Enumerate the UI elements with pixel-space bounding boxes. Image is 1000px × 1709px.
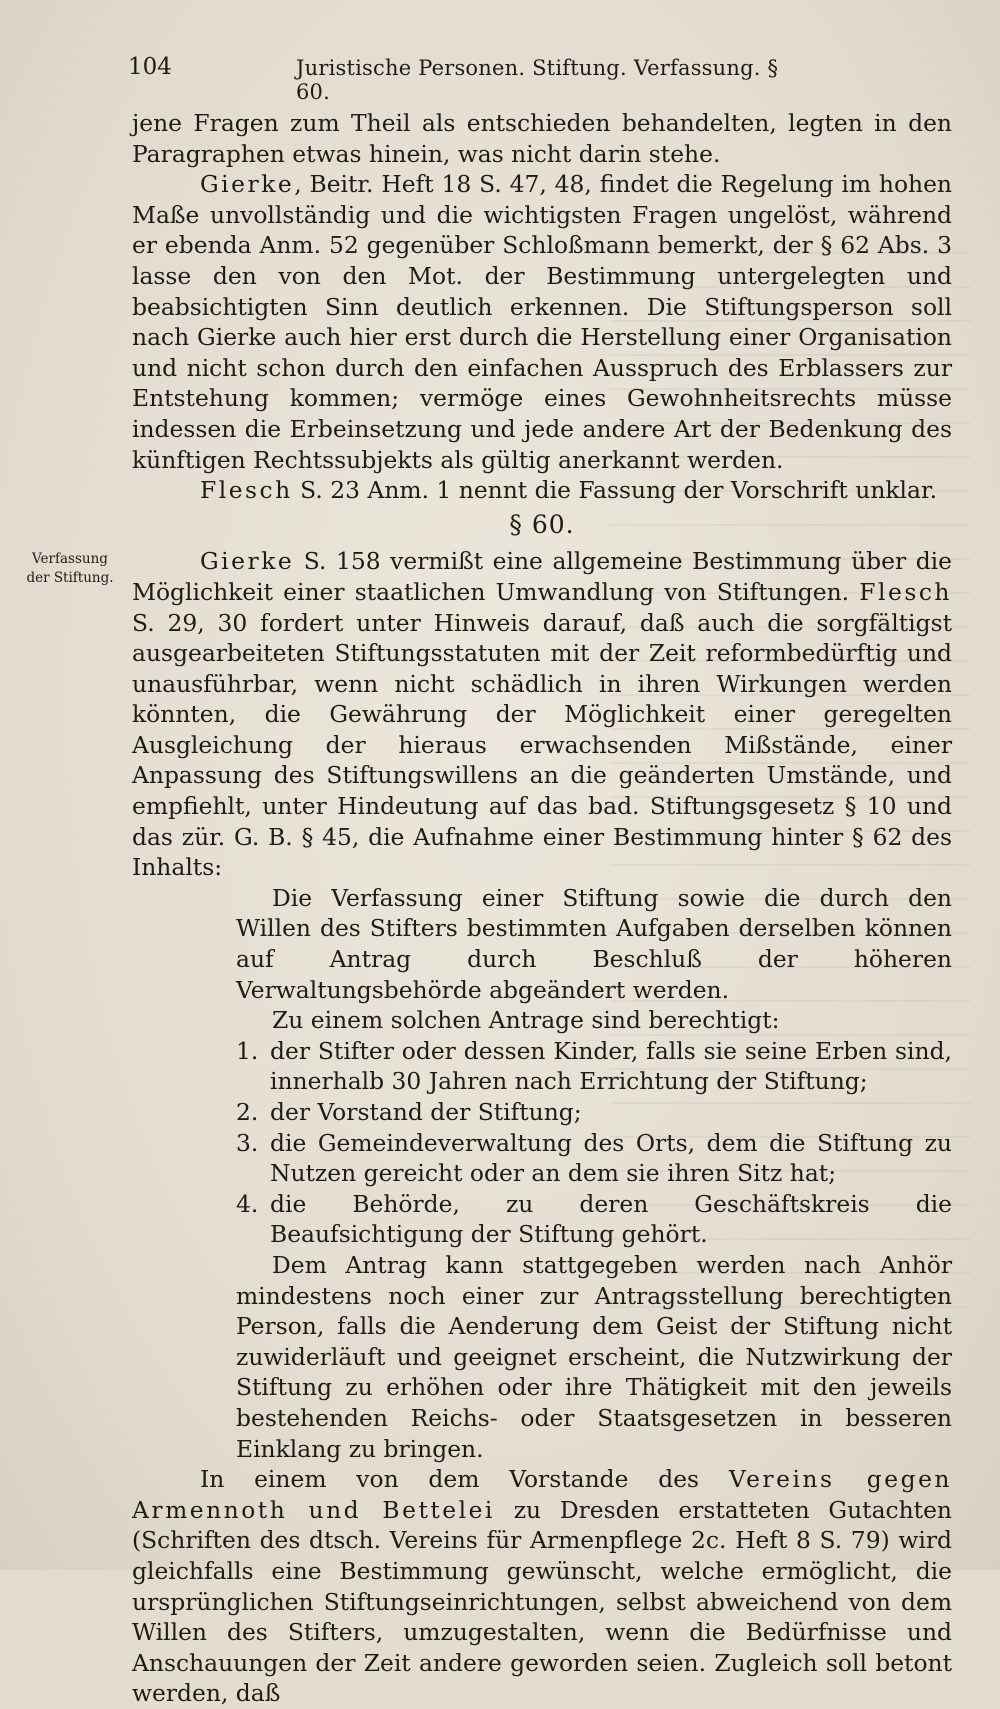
author-name: Flesch [859,577,952,606]
paragraph-5-text-a: In einem von dem Vorstande des [200,1465,729,1494]
numbered-list [236,1036,952,1250]
author-name: Flesch [200,476,293,505]
paragraph-5-text-b: zu Dresden erstatteten Gutachten (Schriften des dtsch. Vereins für Armenpflege 2c. Heft 8 S. 79) wird gleichfalls eine Bestimmung gewünscht, welche ermöglicht, die ursprünglichen Stiftungseinrichtungen, selbst abweichend von dem Willen des Stifters, umzugestalten, wenn die Bedürfnisse und Anschauungen der Zeit andere geworden seien. Zugleich soll betont werden, daß [132,1495,952,1708]
quoted-paragraph-3: Dem Antrag kann stattgegeben werden nach Anhör mindestens noch einer zur Antragsstellung berechtigten Person, falls die Aenderung dem Geist der Stiftung nicht zuwiderläuft und geeignet erscheint, die Nutzwirkung der Stiftung zu erhöhen oder ihre Thätigkeit mit den jeweils bestehenden Reichs- oder Staatsgesetzen in besseren Einklang zu bringen. [236,1250,952,1463]
quoted-paragraph-2: Zu einem solchen Antrage sind berechtigt: [272,1006,780,1035]
margin-note-line-1: Verfassung [32,551,108,567]
section-heading: § 60. [509,509,575,539]
list-item [236,1036,952,1097]
quoted-paragraph-1: Die Verfassung einer Stiftung sowie die durch den Willen des Stifters bestimmten Aufgaben derselben können auf Antrag durch Beschluß der höheren Verwaltungsbehörde abgeändert werden. [236,883,952,1004]
author-name: Gierke [200,547,295,576]
paragraph-3 [132,475,952,506]
organization-name: Vereins gegen Armennoth und Bettelei [132,1465,952,1524]
paragraph-4-text-a: S. 158 vermißt eine allgemeine Bestimmung über die Möglichkeit einer staatlichen Umwandlung von Stiftungen. [132,547,952,606]
list-item-text: der Stifter oder dessen Kinder, falls sie seine Erben sind, innerhalb 30 Jahren nach Errichtung der Stiftung; [270,1036,952,1096]
page-header [128,50,808,104]
list-item-text: die Behörde, zu deren Geschäftskreis die Beaufsichtigung der Stiftung gehört. [270,1189,952,1249]
paragraph-5 [132,1464,952,1709]
paragraph-2-text: , Beitr. Heft 18 S. 47, 48, findet die Regelung im hohen Maße unvollständig und die wichtigsten Fragen ungelöst, während er ebenda Anm. 52 gegenüber Schloßmann bemerkt, der § 62 Abs. 3 lasse den von den Mot. der Bestimmung untergelegten und beabsichtigten Sinn deutlich erkennen. Die Stiftungsperson soll nach Gierke auch hier erst durch die Herstellung einer Organisation und nicht schon durch den einfachen Ausspruch des Erblassers zur Entstehung kommen; vermöge eines Gewohnheitsrechts müsse indessen die Erbeinsetzung und jede andere Art der Bedenkung des künftigen Rechtssubjekts als gültig anerkannt werden. [132,170,952,474]
paragraph-2 [132,169,952,475]
body-text [132,108,952,1709]
list-number: 4. [236,1189,259,1218]
paragraph-4 [132,546,952,883]
paragraph-1: jene Fragen zum Theil als entschieden behandelten, legten in den Paragraphen etwas hinein, was nicht darin stehe. [132,109,952,168]
list-number: 2. [236,1098,259,1126]
list-item-text: der Vorstand der Stiftung; [270,1098,582,1126]
list-item [236,1097,952,1128]
running-head: Juristische Personen. Stiftung. Verfassung. § 60. [296,56,779,104]
list-number: 1. [236,1036,259,1065]
paragraph-4-text-b: S. 29, 30 fordert unter Hinweis darauf, daß auch die sorgfältigst ausgearbeiteten Stiftungsstatuten mit der Zeit reformbedürftig und unausführbar, wenn nicht schädlich in ihren Wirkungen werden könnten, die Gewährung der Möglichkeit einer geregelten Ausgleichung der hieraus erwachsenden Mißstände, einer Anpassung des Stiftungswillens an die geänderten Umstände, und empfiehlt, unter Hindeutung auf das bad. Stiftungsgesetz § 10 und das zür. G. B. § 45, die Aufnahme einer Bestimmung hinter § 62 des Inhalts: [132,608,952,882]
list-item [236,1128,952,1189]
margin-note [18,550,122,588]
list-number: 3. [236,1128,259,1157]
list-item [236,1189,952,1250]
margin-note-line-2: der Stiftung. [26,570,114,586]
page-number: 104 [128,54,172,80]
author-name: Gierke [200,170,295,199]
paragraph-3-text: S. 23 Anm. 1 nennt die Fassung der Vorschrift unklar. [292,476,938,505]
list-item-text: die Gemeindeverwaltung des Orts, dem die Stiftung zu Nutzen gereicht oder an dem sie ihren Sitz hat; [270,1128,952,1188]
